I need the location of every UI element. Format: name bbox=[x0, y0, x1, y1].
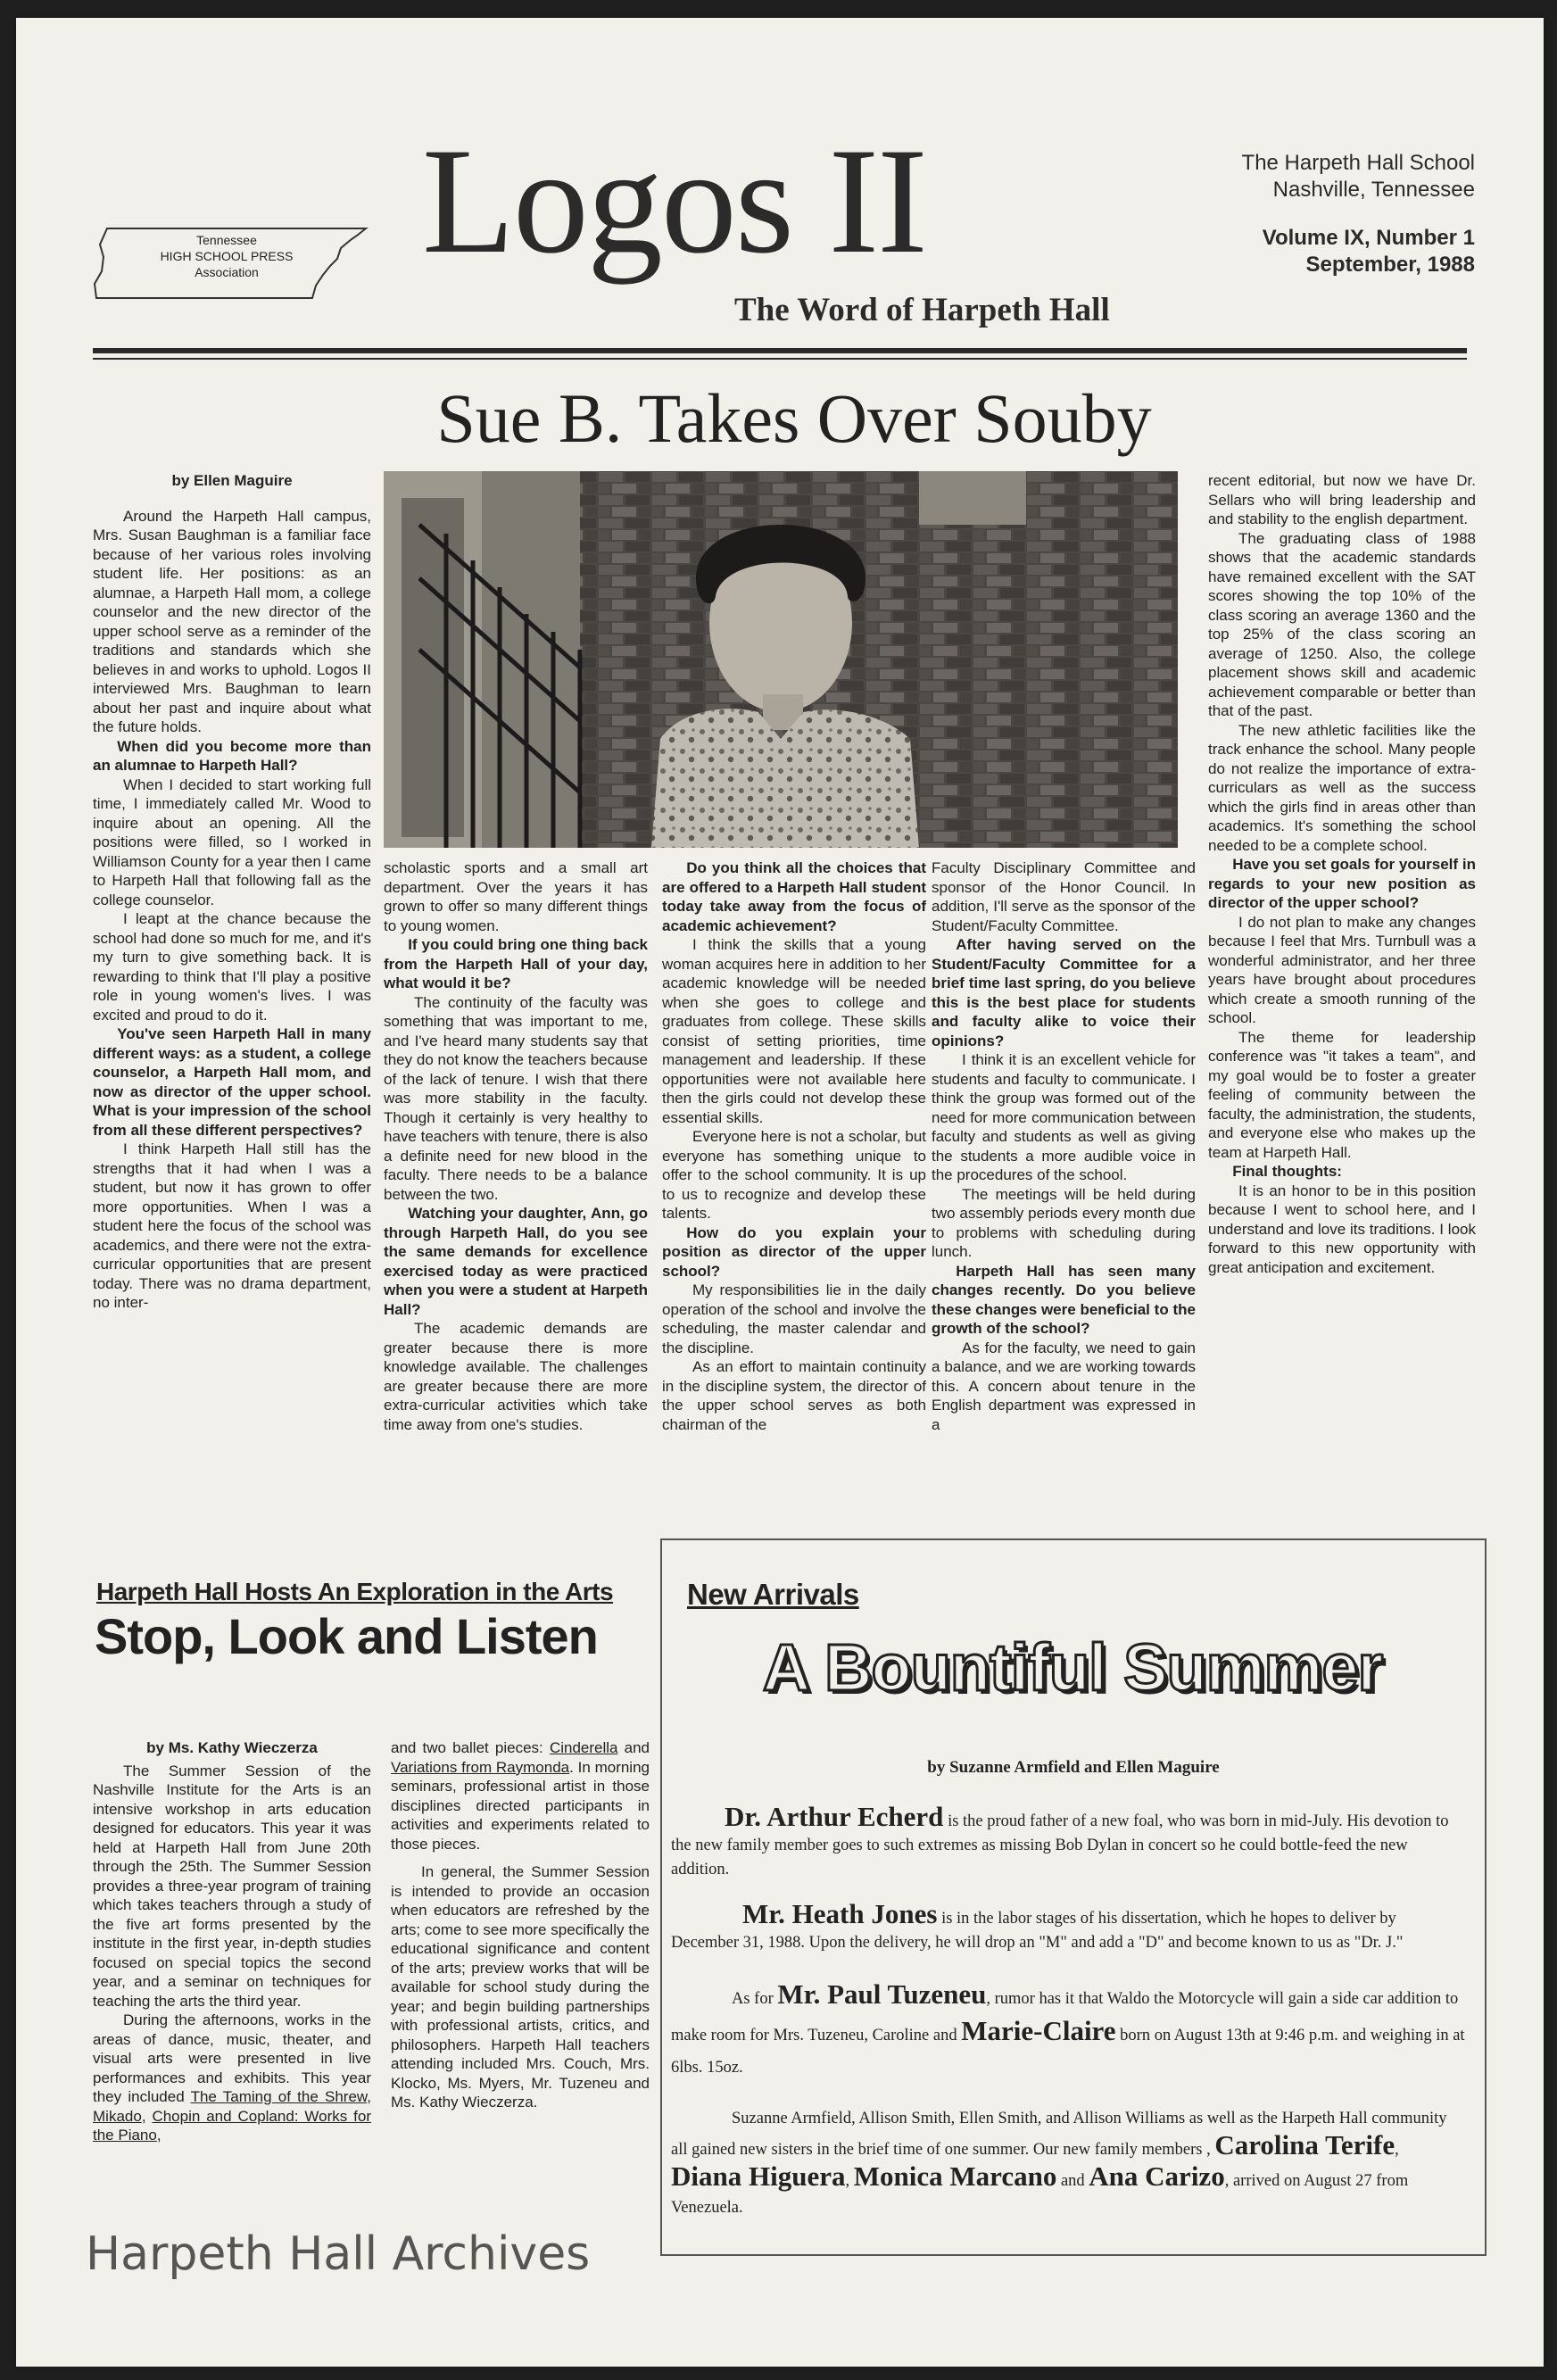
work-mikado: Mikado bbox=[93, 2107, 142, 2125]
lead-headline: Sue B. Takes Over Souby bbox=[436, 379, 1152, 457]
interview-paragraph: When I decided to start working full time, I immediately called Mr. Wood to inquire about an opening. All the positions were filled, so I worked in Williamson County for a year then I came to Harpeth Hall that following fall as the college counselor. bbox=[93, 775, 371, 908]
interview-paragraph: Everyone here is not a scholar, but everyone has something unique to offer to the school community. It is up to us to recognize and develop these talents. bbox=[662, 1128, 926, 1222]
interview-question: When did you become more than an alumnae to Harpeth Hall? bbox=[93, 737, 371, 774]
badge-line-2: HIGH SCHOOL PRESS bbox=[160, 249, 294, 263]
work-taming-of-the-shrew: The Taming of the Shrew bbox=[190, 2088, 368, 2105]
name-sister-4: Ana Carizo bbox=[1089, 2160, 1225, 2192]
interview-paragraph: Faculty Disciplinary Committee and sponsor of the Honor Council. In addition, I'll serve as the sponsor of the Student/Faculty Committee. bbox=[932, 859, 1196, 934]
interview-question: You've seen Harpeth Hall in many different ways: as a student, a college counselor, a Harpeth Hall mom, and now as director of the upper school. What is your impression of the school from all these different perspectives? bbox=[93, 1025, 371, 1139]
interview-paragraph: I think Harpeth Hall still has the strengths that it had when I was a student, but now it has grown to offer more opportunities. When I was a student here the focus of the school was academics, and there were not the extra-curricular opportunities that are present today. There was no drama department, no inter- bbox=[93, 1140, 371, 1311]
arts-byline: by Ms. Kathy Wieczerza bbox=[146, 1739, 318, 1756]
interview-paragraph: scholastic sports and a small art department. Over the years it has grown to offer so many different things to young women. bbox=[384, 859, 648, 934]
arrival-echerd bbox=[671, 1801, 1465, 1882]
work-cinderella: Cinderella bbox=[549, 1739, 618, 1756]
interview-question: If you could bring one thing back from the Harpeth Hall of your day, what would it be? bbox=[384, 936, 648, 991]
lead-column-1 bbox=[93, 471, 371, 1313]
lead-photo bbox=[384, 471, 1178, 848]
arrival-tuzeneu bbox=[671, 1978, 1465, 2084]
archive-watermark: Harpeth Hall Archives bbox=[86, 2227, 591, 2281]
masthead-rule-thin bbox=[93, 358, 1467, 360]
work-chopin-copland: Chopin and Copland: Works for the Piano bbox=[93, 2107, 371, 2144]
interview-paragraph: The theme for leadership conference was "it takes a team", and my goal would be to foster a greater feeling of community between the faculty, the administration, the students, and everyone else who makes up the team at Harpeth Hall. bbox=[1208, 1028, 1476, 1161]
interview-paragraph: The new athletic facilities like the track enhance the school. Many people do not realize the importance of extra-curriculars as well as the success which the girls find in areas other than academics. It's something the school needed to be a complete school. bbox=[1208, 721, 1476, 854]
interview-paragraph: As for the faculty, we need to gain a balance, and we are working towards this. A concern about tenure in the English department was expressed in a bbox=[932, 1339, 1196, 1433]
interview-question: How do you explain your position as director of the upper school? bbox=[662, 1223, 926, 1280]
arts-col2-para-1-text: In morning seminars, professional artist in those disciplines directed participants in activities and experiments related to those pieces. bbox=[391, 1758, 650, 1853]
arrival-tuzeneu-end: born on August 13th at 9:46 p.m. and weighing in at 6lbs. 15oz. bbox=[671, 2027, 1465, 2077]
arrivals-byline: by Suzanne Armfield and Ellen Maguire bbox=[927, 1758, 1220, 1777]
interview-paragraph: It is an honor to be in this position because I went to school here, and I understand and love its traditions. I look forward to this new opportunity with great anticipation and excitement. bbox=[1208, 1182, 1476, 1276]
arrival-tuzeneu-mid: , rumor has it that Waldo the Motorcycle will gain a side car addition to make room for Mrs. Tuzeneu, Caroline and bbox=[671, 1990, 1459, 2044]
lead-byline: by Ellen Maguire bbox=[171, 472, 293, 489]
work-raymonda: Variations from Raymonda bbox=[391, 1758, 570, 1776]
interview-paragraph: I leapt at the chance because the school had done so much for me, and it's my turn to give something back. It is rewarding to think that I'll play a positive role in young women's lives. I was excited and proud to do it. bbox=[93, 910, 371, 1024]
name-sister-3: Monica Marcano bbox=[853, 2160, 1057, 2192]
arrival-sisters-end: arrived on August 27 from Venezuela. bbox=[671, 2172, 1409, 2217]
interview-question: Final thoughts: bbox=[1232, 1163, 1342, 1180]
interview-question: Watching your daughter, Ann, go through Harpeth Hall, do you see the same demands for excellence exercised today as were practiced when you were a student at Harpeth Hall? bbox=[384, 1205, 648, 1318]
interview-paragraph: The academic demands are greater because there is more knowledge available. The challenges are greater because there are more extra-curricular activities which take time away from one's studies. bbox=[384, 1320, 648, 1433]
lead-col1-body bbox=[93, 507, 371, 1313]
arrival-jones-text: is in the labor stages of his dissertation, which he hopes to deliver by December 31, 1988. Upon the delivery, he will drop an "M" and add a "D" and become known to us as "Dr. J." bbox=[671, 1910, 1404, 1952]
arts-col2-ballet-text: and two ballet pieces: bbox=[391, 1739, 543, 1756]
name-tuzeneu: Mr. Paul Tuzeneu bbox=[777, 1978, 987, 2010]
arts-col1-para-2: During the afternoons, works in the areas of dance, music, theater, and visual arts were presented in live performances and exhibits. This year they included The Taming of the Shrew, Mikado, Chopin and Copland: Works for the Piano, bbox=[93, 2011, 371, 2144]
interview-question: Do you think all the choices that are offered to a Harpeth Hall student today take away from the focus of academic achievement? bbox=[662, 859, 926, 934]
name-echerd: Dr. Arthur Echerd bbox=[725, 1801, 944, 1832]
name-sister-2: Diana Higuera bbox=[671, 2160, 846, 2192]
arts-col1-para-2-text: During the afternoons, works in the areas of dance, music, theater, and visual arts were presented in live performances and exhibits. This year they included bbox=[93, 2011, 371, 2105]
photo-illustration bbox=[384, 471, 1178, 848]
masthead-rule-thick bbox=[93, 348, 1467, 353]
masthead-title: Logos II bbox=[422, 117, 926, 285]
arts-column-2 bbox=[391, 1738, 650, 2112]
arrivals-kicker: New Arrivals bbox=[687, 1578, 859, 1611]
arts-kicker: Harpeth Hall Hosts An Exploration in the Arts bbox=[96, 1578, 614, 1605]
masthead-info bbox=[1131, 150, 1475, 278]
name-jones: Mr. Heath Jones bbox=[742, 1898, 938, 1929]
masthead-subtitle: The Word of Harpeth Hall bbox=[734, 292, 1110, 328]
interview-question: Harpeth Hall has seen many changes recently. Do you believe these changes were beneficial to the growth of the school? bbox=[932, 1262, 1196, 1337]
interview-paragraph: recent editorial, but now we have Dr. Sellars who will bring leadership and and stability to the english department. bbox=[1208, 472, 1476, 527]
arts-column-1 bbox=[93, 1738, 371, 2145]
interview-paragraph: As an effort to maintain continuity in the discipline system, the director of the upper school serves as both chairman of the bbox=[662, 1358, 926, 1433]
arrival-echerd-text: is the proud father of a new foal, who was born in mid-July. His devotion to the new family member goes to such extremes as missing Bob Dylan in concert so he could bottle-feed the new addition. bbox=[671, 1812, 1449, 1878]
newspaper-page bbox=[16, 18, 1544, 2367]
arts-col2-para-1: and two ballet pieces: Cinderella and Variations from Raymonda. In morning seminars, professional artist in those disciplines directed participants in activities and experiments related to those pieces. bbox=[391, 1739, 650, 1853]
name-sister-1: Carolina Terife bbox=[1214, 2129, 1396, 2160]
volume-number: Volume IX, Number 1 bbox=[1262, 226, 1475, 250]
interview-paragraph: My responsibilities lie in the daily operation of the school and involve the scheduling, the master calendar and the discipline. bbox=[662, 1281, 926, 1356]
new-arrivals-box bbox=[660, 1538, 1487, 2256]
arts-col2-para-2: In general, the Summer Session is intended to provide an occasion when educators are refreshed by the arts; come to see more specifically the educational significance and content of the arts; preview works that will be available for school study during the year; and begin building partnerships with professional artists, critics, and philosophers. Harpeth Hall teachers attending included Mrs. Couch, Mrs. Klocko, Ms. Myers, Mr. Tuzeneu and Ms. Kathy Wieczerza. bbox=[391, 1863, 650, 2110]
lead-column-3 bbox=[662, 858, 926, 1434]
interview-paragraph: The meetings will be held during two assembly periods every month due to problems with scheduling during lunch. bbox=[932, 1185, 1196, 1260]
lead-column-2 bbox=[384, 858, 648, 1434]
arts-headline: Stop, Look and Listen bbox=[95, 1608, 598, 1664]
issue-date: September, 1988 bbox=[1305, 253, 1475, 277]
lead-column-5 bbox=[1208, 471, 1476, 1277]
interview-paragraph: The continuity of the faculty was something that was important to me, and I've heard many students say that they do not know the teachers because of the lack of tenure. I wish that there was more stability in the faculty. Though it certainly is very healthy to have teachers with tenure, there is also a definite need for new blood in the faculty. There needs to be a balance between the two. bbox=[384, 993, 648, 1203]
interview-question: Have you set goals for yourself in regards to your new position as director of the upper school? bbox=[1208, 856, 1476, 911]
arrival-jones bbox=[671, 1898, 1465, 1955]
arrival-sisters-text: Suzanne Armfield, Allison Smith, Ellen Smith, and Allison Williams as well as the Harpeth Hall community all gained new sisters in the brief time of one summer. Our new family members , bbox=[671, 2110, 1447, 2159]
interview-paragraph: I do not plan to make any changes because I feel that Mrs. Turnbull was a wonderful administrator, and her three years have brought about procedures which create a smooth running of the school. bbox=[1208, 913, 1476, 1026]
interview-question: After having served on the Student/Faculty Committee for a brief time last spring, do you believe this is the best place for students and faculty alike to voice their opinions? bbox=[932, 936, 1196, 1049]
interview-paragraph: Around the Harpeth Hall campus, Mrs. Susan Baughman is a familiar face because of her various roles involving student life. Her positions: as an alumnae, a Harpeth Hall mom, a college counselor and the new director of the upper school serve as a reminder of the traditions and standards which she believes in and works to uphold. Logos II interviewed Mrs. Baughman to learn about her past and inquire about what the future holds. bbox=[93, 507, 371, 735]
badge-line-1: Tennessee bbox=[196, 233, 257, 247]
interview-paragraph: I think the skills that a young woman acquires here in addition to her academic knowledge will be needed when she goes to college and graduates from college. These skills consist of setting priorities, time management and leadership. If these opportunities were not available here then the girls could not develop these essential skills. bbox=[662, 936, 926, 1126]
name-marie-claire: Marie-Claire bbox=[961, 2015, 1116, 2046]
interview-paragraph: I think it is an excellent vehicle for students and faculty to communicate. I think the group was formed out of the need for more communication between faculty and students as well as giving the students a more audible voice in the procedures of the school. bbox=[932, 1051, 1196, 1183]
arrival-tuzeneu-pre: As for bbox=[732, 1990, 774, 2008]
lead-column-4 bbox=[932, 858, 1196, 1434]
school-city: Nashville, Tennessee bbox=[1272, 178, 1475, 202]
arrivals-body bbox=[671, 1801, 1465, 2221]
interview-paragraph: The graduating class of 1988 shows that the academic standards have remained excellent with the SAT scores showing the top 10% of the class scoring an average 1360 and the top 25% of the class scoring an average of 1250. Also, the college placement shows skill and academic achievement comparable or better than that of the past. bbox=[1208, 529, 1476, 719]
school-name: The Harpeth Hall School bbox=[1241, 151, 1475, 175]
press-association-badge bbox=[84, 221, 371, 307]
arrivals-headline: A Bountiful Summer bbox=[762, 1630, 1383, 1704]
badge-line-3: Association bbox=[195, 265, 259, 279]
arts-col1-para-1: The Summer Session of the Nashville Institute for the Arts is an intensive workshop in arts education designed for educators. This year it was held at Harpeth Hall from June 20th through the 25th. The Summer Session provides a three-year program of training which takes teachers through a study of the five art forms presented by the institute in the first year, in-depth studies focused on special topics the second year, and a seminar on techniques for teaching the arts the third year. bbox=[93, 1762, 371, 2010]
arrival-sisters: Suzanne Armfield, Allison Smith, Ellen Smith, and Allison Williams as well as the Harpeth Hall community all gained new sisters in the brief time of one summer. Our new family members , Carolina Terife, Diana Higuera, Monica Marcano and Ana Carizo, arrived on August 27 from Venezuela. bbox=[671, 2110, 1447, 2217]
